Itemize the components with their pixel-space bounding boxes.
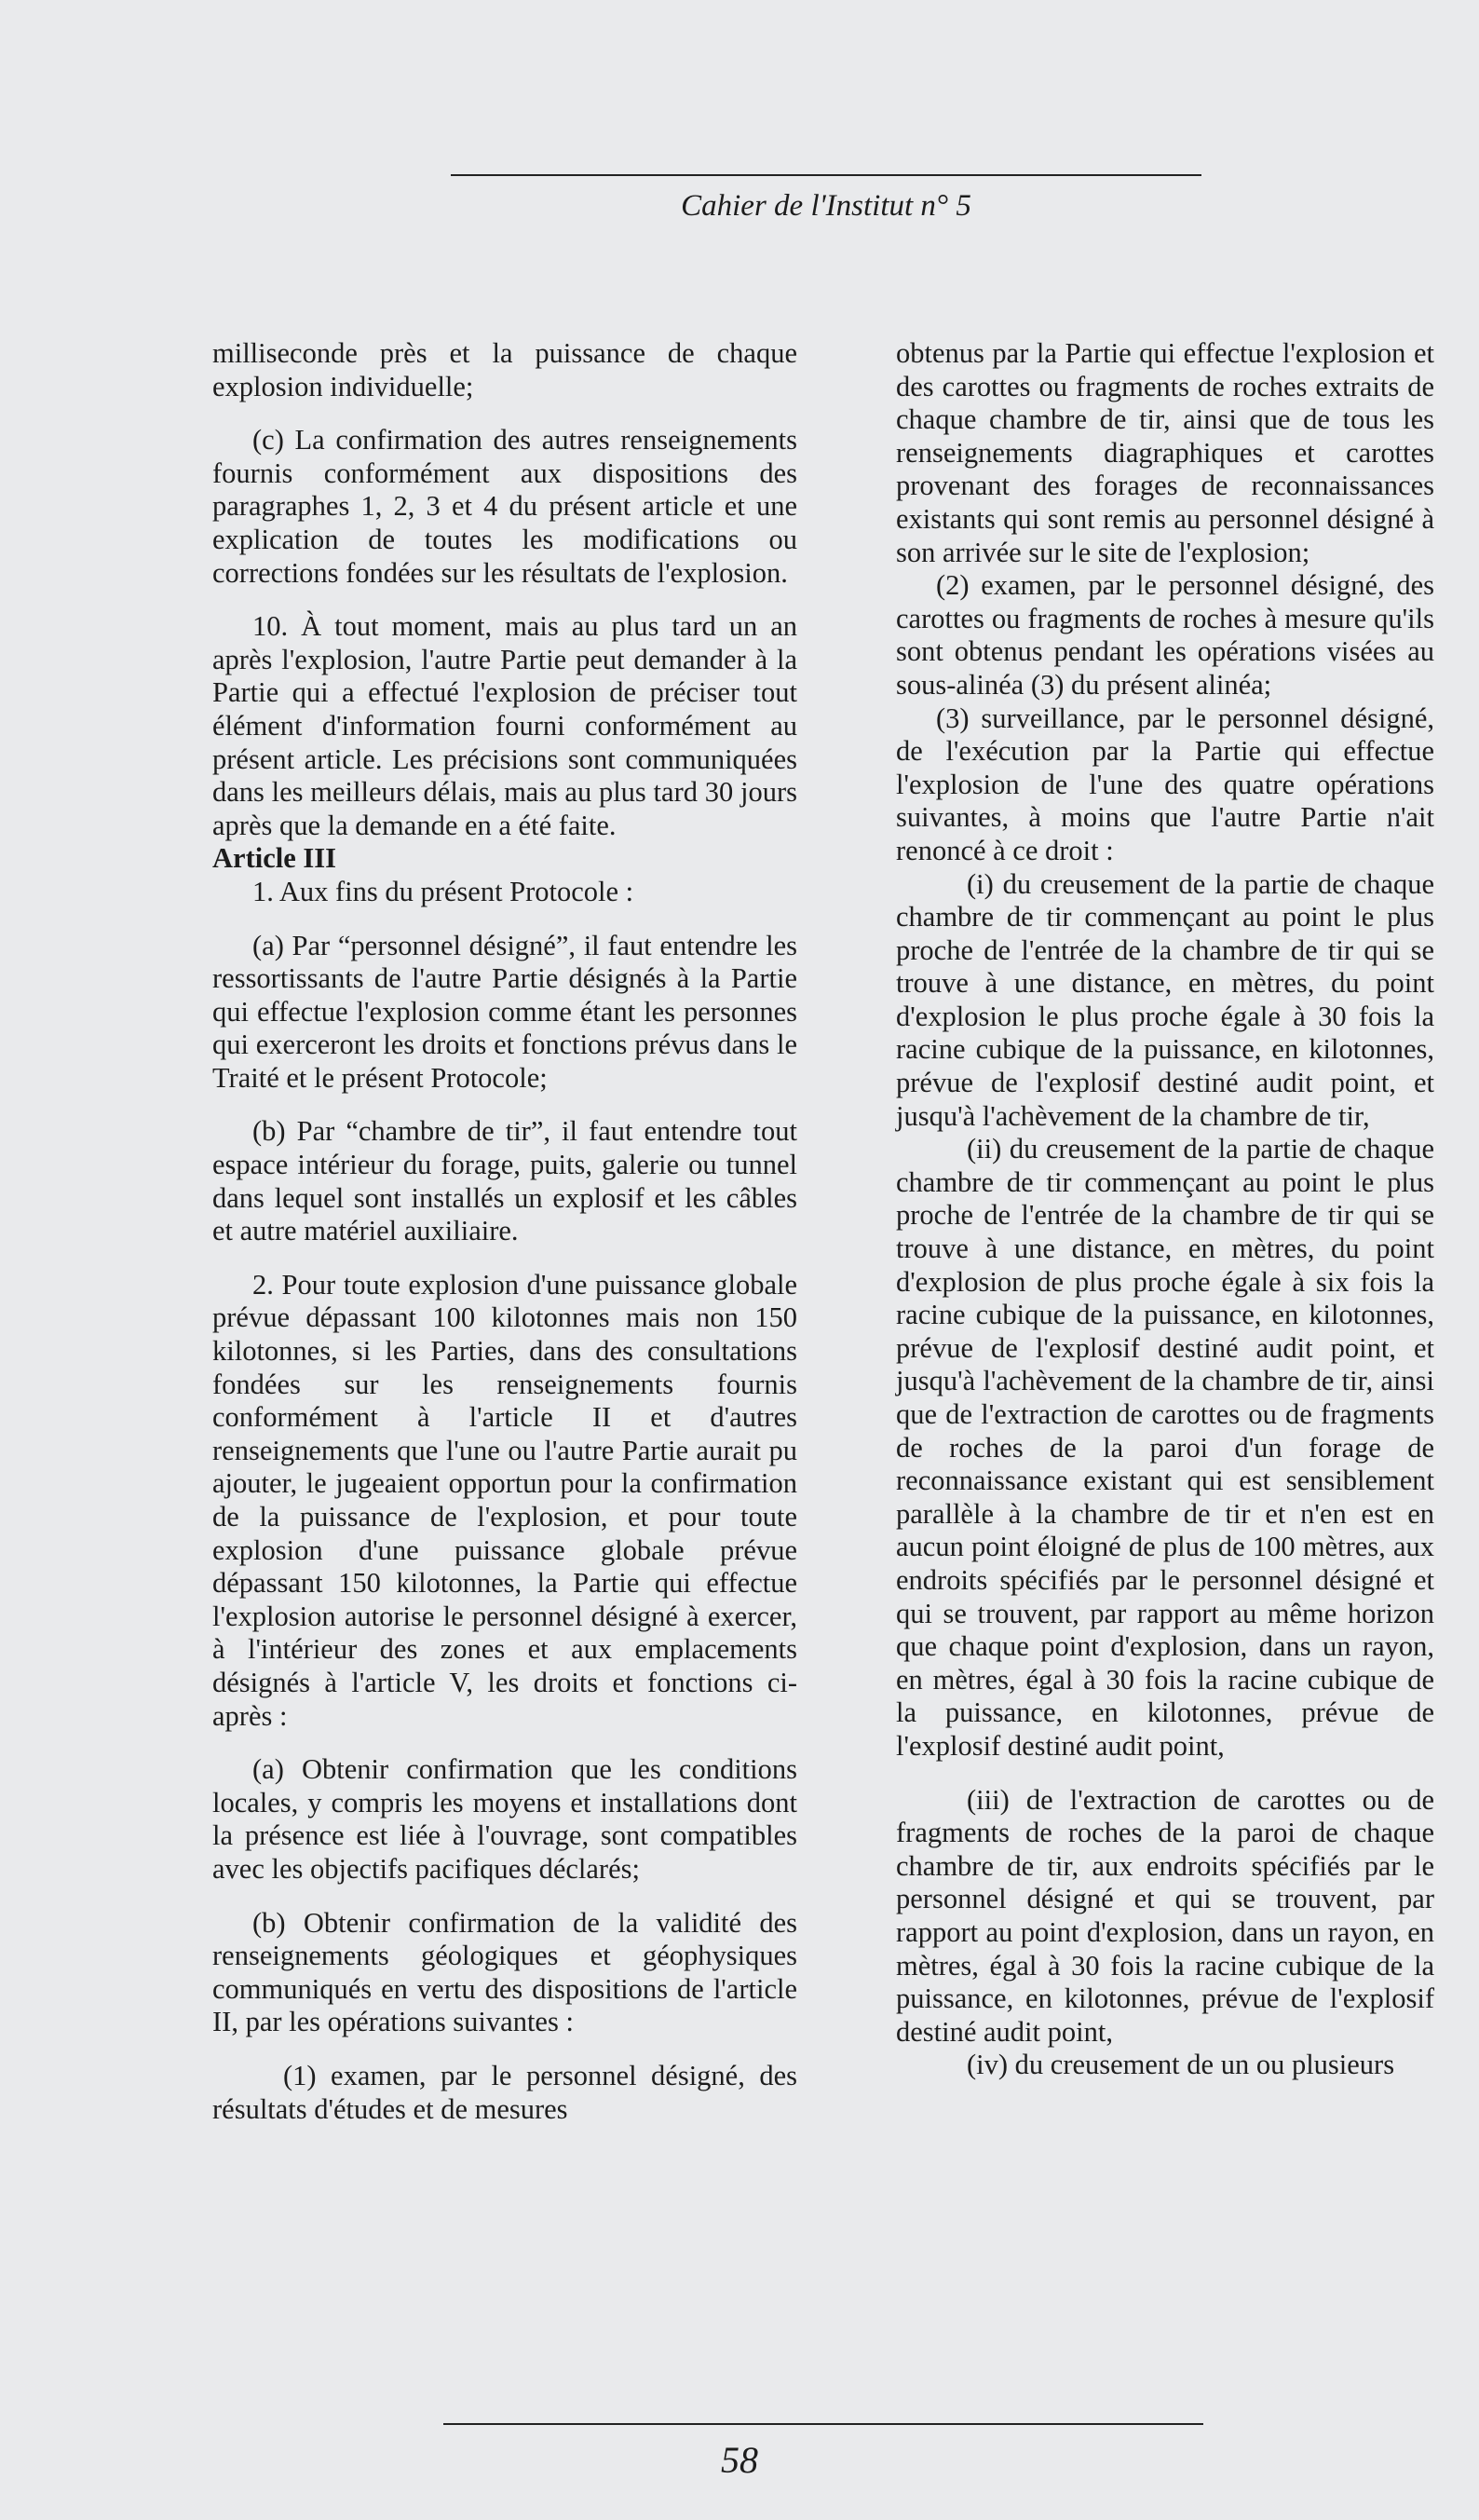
paragraph: (b) Obtenir confirmation de la validité des renseignements géologiques et géophysiques communiqués en vertu des dispositions de l'article II, par les opérations suivantes : <box>212 1906 797 2038</box>
left-column <box>212 337 797 2126</box>
article-heading: Article III <box>212 842 336 875</box>
paragraph: (i) du creusement de la partie de chaque chambre de tir commençant au point le plus proche de l'entrée de la chambre de tir qui se trouve à une distance, en mètres, du point d'explosion le plus proche égale à 30 fois la racine cubique de la puissance, en kilotonnes, prévue de l'explosif destiné audit point, et jusqu'à l'achèvement de la chambre de tir, <box>896 867 1434 1132</box>
footer-rule <box>443 2423 1203 2425</box>
paragraph: (a) Obtenir confirmation que les conditions locales, y compris les moyens et installations dont la présence est liée à l'ouvrage, sont compatibles avec les objectifs pacifiques déclarés; <box>212 1753 797 1885</box>
paragraph: (iv) du creusement de un ou plusieurs <box>967 2049 1395 2081</box>
page-number: 58 <box>721 2439 758 2481</box>
paragraph: obtenus par la Partie qui effectue l'explosion et des carottes ou fragments de roches extraits de chaque chambre de tir, ainsi que de tous les renseignements diagraphiques et carottes provenant des forages de reconnaissances existants qui sont remis au personnel désigné à son arrivée sur le site de l'explosion; <box>896 337 1434 568</box>
paragraph: milliseconde près et la puissance de chaque explosion individuelle; <box>212 337 797 402</box>
paragraph: 1. Aux fins du présent Protocole : <box>252 875 634 907</box>
paragraph: (a) Par “personnel désigné”, il faut entendre les ressortissants de l'autre Partie désignés à la Partie qui effectue l'explosion comme étant les personnes qui exerceront les droits et fonctions prévus dans le Traité et le présent Protocole; <box>212 929 797 1094</box>
paragraph: (1) examen, par le personnel désigné, des résultats d'études et de mesures <box>212 2059 797 2125</box>
paragraph: 10. À tout moment, mais au plus tard un an après l'explosion, l'autre Partie peut demander à la Partie qui a effectué l'explosion de préciser tout élément d'information fourni conformément au présent article. Les précisions sont communiquées dans les meilleurs délais, mais au plus tard 30 jours après que la demande en a été faite. <box>212 610 797 841</box>
paragraph: (2) examen, par le personnel désigné, des carottes ou fragments de roches à mesure qu'ils sont obtenus pendant les opérations visées au sous-alinéa (3) du présent alinéa; <box>896 569 1434 701</box>
right-column <box>896 337 1434 2082</box>
paragraph: (ii) du creusement de la partie de chaque chambre de tir commençant au point le plus proche de l'entrée de la chambre de tir qui se trouve à une distance, en mètres, du point d'explosion de plus proche égale à six fois la racine cubique de la puissance, en kilotonnes, prévue de l'explosif destiné audit point, et jusqu'à l'achèvement de la chambre de tir, ainsi que de l'extraction de carottes ou de fragments de roches de la paroi d'un forage de reconnaissance existant qui est sensiblement parallèle à la chambre de tir et n'en est en aucun point éloigné de plus de 100 mètres, aux endroits spécifiés par le personnel désigné et qui se trouvent, par rapport au même horizon que chaque point d'explosion, dans un rayon, en mètres, égal à 30 fois la racine cubique de la puissance, en kilotonnes, prévue de l'explosif destiné audit point, <box>896 1133 1434 1762</box>
paragraph: (3) surveillance, par le personnel désigné, de l'exécution par la Partie qui effectue l'explosion de l'une des quatre opérations suivantes, à moins que l'autre Partie n'ait renoncé à ce droit : <box>896 702 1434 866</box>
paragraph: 2. Pour toute explosion d'une puissance globale prévue dépassant 100 kilotonnes mais non 150 kilotonnes, si les Parties, dans des consultations fondées sur les renseignements fournis conformément à l'article II et d'autres renseignements que l'une ou l'autre Partie aurait pu ajouter, le jugeaient opportun pour la confirmation de la puissance de l'explosion, et pour toute explosion d'une puissance globale prévue dépassant 150 kilotonnes, la Partie qui effectue l'explosion autorise le personnel désigné à exercer, à l'intérieur des zones et aux emplacements désignés à l'article V, les droits et fonctions ci-après : <box>212 1268 797 1732</box>
running-header: Cahier de l'Institut n° 5 <box>681 189 971 223</box>
paragraph: (c) La confirmation des autres renseignements fournis conformément aux dispositions des paragraphes 1, 2, 3 et 4 du présent article et une explication de toutes les modifications ou corrections fondées sur les résultats de l'explosion. <box>212 424 797 589</box>
paragraph: (b) Par “chambre de tir”, il faut entendre tout espace intérieur du forage, puits, galerie ou tunnel dans lequel sont installés un explosif et les câbles et autre matériel auxiliaire. <box>212 1115 797 1247</box>
header-rule <box>451 174 1201 176</box>
paragraph: (iii) de l'extraction de carottes ou de fragments de roches de la paroi de chaque chambre de tir, aux endroits spécifiés par le personnel désigné et qui se trouvent, par rapport au point d'explosion, dans un rayon, en mètres, égal à 30 fois la racine cubique de la puissance, en kilotonnes, prévue de l'explosif destiné audit point, <box>896 1783 1434 2048</box>
